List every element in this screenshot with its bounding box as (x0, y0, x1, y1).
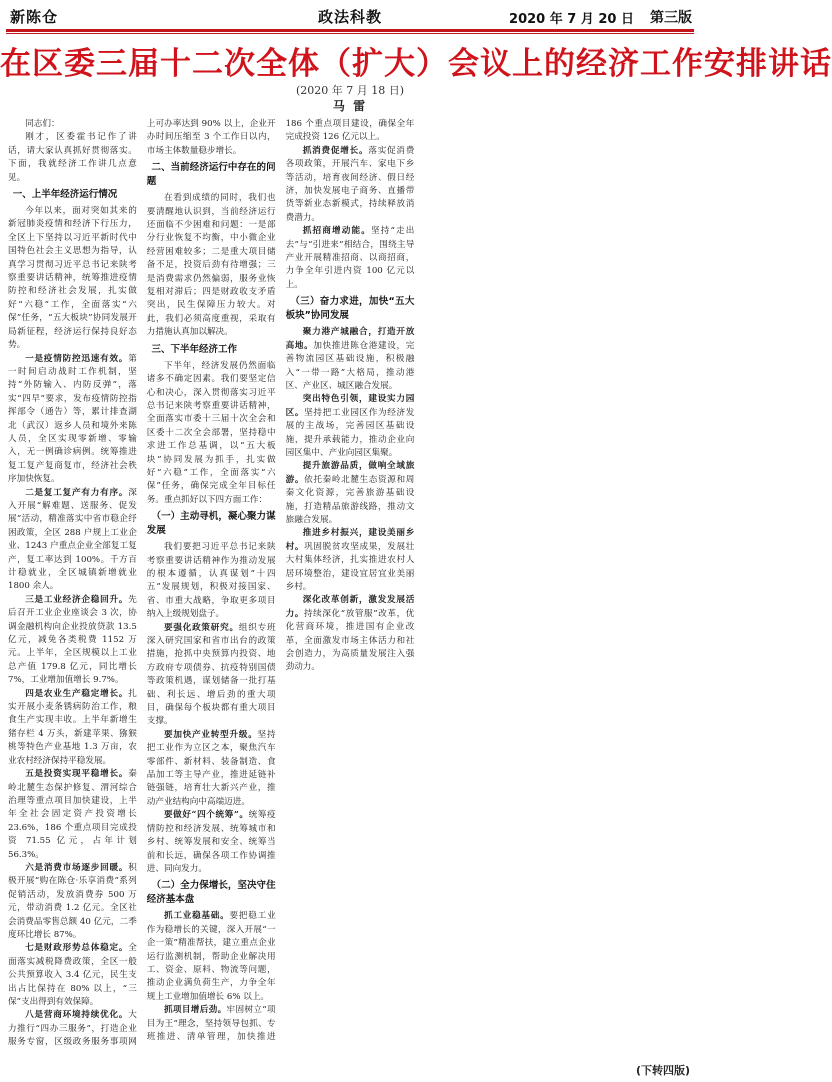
paragraph-text: 下半年，经济发展仍然面临诸多不确定因素。我们要坚定信心和决心，深入贯彻落实习近平总书记来陕考察重要讲话精神，全面落实市委十三届十次全会和区委十二次全会部署，坚持稳中求进工作总基调，以“五大板块”协同发展为抓手，扎实做好“六稳”工作，全面落实“六保”任务，确保完成全年目标任务。重点抓好以下四方面工作： (146, 360, 276, 505)
article-paragraph (286, 594, 415, 674)
paragraph-lead: 三是工业经济企稳回升。 (25, 594, 129, 605)
article-paragraph (286, 225, 415, 292)
paragraph-lead: 要做好“四个统筹”。 (163, 810, 249, 821)
paragraph-text: 组织专班深入研究国家和省市出台的政策措施，抢抓中央预算内投资、地方政府专项债券、抗疫特别国债等政策机遇，谋划储备一批打基础、利长远、增后劲的重大项目，确保每个板块都有重大项目支撑。 (146, 622, 276, 727)
article-paragraph (286, 393, 415, 460)
paragraph-lead: 四是农业生产稳定增长。 (25, 688, 129, 699)
article-paragraph (8, 131, 137, 185)
paragraph-text: 落实促消费各项政策，开展汽车、家电下乡等活动，培育夜间经济、假日经济，加快发展电子商务、直播带货等新业态新模式，持续释放消费潜力。 (285, 145, 415, 223)
masthead-rule-thin (6, 33, 694, 34)
article-paragraph (147, 541, 276, 621)
article-paragraph (8, 688, 137, 768)
article-paragraph (147, 729, 276, 809)
article-paragraph (8, 205, 137, 352)
paragraph-lead: 突出特色引领，建设实力园区。 (285, 394, 415, 418)
paragraph-text: 全面落实减税降费政策，全区一般公共预算收入 3.4 亿元，民生支出占比保持在 80% 以上，“三保”支出得到有效保障。 (8, 943, 137, 1007)
paragraph-lead: 推进乡村振兴，建设美丽乡村。 (285, 528, 415, 552)
paragraph-text: 扎实开展小麦条锈病防治工作，粮食生产实现丰收。上半年新增生猪存栏 4 万头，新建苹果、猕猴桃等特色产业基地 1.3 万亩，农业农村经济保持平稳发展。 (8, 688, 137, 766)
paragraph-text: 坚持把工业园区作为经济发展的主战场，完善园区基础设施，提升承载能力，推动企业向园区集中、产业向园区集聚。 (285, 407, 415, 458)
article-paragraph (286, 527, 415, 594)
article-paragraph (286, 460, 415, 527)
paragraph-text: 我们要把习近平总书记来陕考察重要讲话精神作为推动发展的根本遵循，认真谋划“十四五”发展规划，积极对接国家、省、市重大战略，争取更多项目纳入上级规划盘子。 (146, 542, 276, 620)
issue-date: 2020 年 7 月 20 日 (509, 12, 634, 27)
paragraph-lead: 抓项目增后劲。 (163, 1005, 227, 1016)
page-number: 第三版 (650, 10, 692, 26)
section-name: 政法科教 (317, 8, 382, 26)
continued-note: (下转四版) (635, 1064, 690, 1077)
paragraph-lead: 抓消费促增长。 (302, 145, 369, 156)
paragraph-lead: 八是营商环境持续优化。 (25, 1010, 129, 1021)
paragraph-lead: 抓招商增动能。 (302, 226, 371, 237)
article-dateline: (2020 年 7 月 18 日) (295, 84, 405, 97)
paragraph-text: 先后召开工业企业座谈会 3 次，协调金融机构向企业投放贷款 13.5 亿元，减免各类税费 1152 万元。上半年，全区规模以上工业总产值 179.8 亿元，同比增长 7%，工业增加值增长 9.7%。 (8, 594, 137, 686)
paragraph-lead: 聚力港产城融合，打造开放高地。 (285, 327, 415, 351)
paragraph-text: 牢固树立“项目为王”理念，坚持领导包抓、专班推进、清单管理，加快推进 186 个重点项目建设，确保全年完成投资 126 亿元以上。 (146, 119, 415, 1042)
paragraph-text: 同志们： (25, 119, 60, 129)
masthead-rule-thick (6, 29, 694, 32)
section-heading: 一、上半年经济运行情况 (12, 189, 118, 201)
paragraph-text: 坚持“走出去”与“引进来”相结合，围绕主导产业开展精准招商、以商招商，力争全年引进内资 100 亿元以上。 (285, 226, 415, 290)
article-paragraph (8, 594, 137, 688)
paragraph-text: 统筹疫情防控和经济发展、统筹城市和乡村、统筹发展和安全、统筹当前和长远，确保各项工作协调推进、同向发力。 (146, 810, 276, 874)
article-paragraph (286, 326, 415, 393)
article-paragraph (8, 487, 137, 594)
section-heading: 二、当前经济运行中存在的问题 (146, 162, 276, 188)
paragraph-lead: 深化改革创新，激发发展活力。 (285, 595, 415, 619)
paragraph-text: 要把稳工业作为稳增长的关键，深入开展“一企一策”精准帮扶，建立重点企业运行监测机制，帮助企业解决用工、资金、原料、物流等问题，推动企业满负荷生产，力争全年规上工业增加值增长 6% 以上。 (146, 911, 276, 1002)
paragraph-text: 持续深化“放管服”改革，优化营商环境，推进国有企业改革，全面激发市场主体活力和社会创造力，为高质量发展注入强劲动力。 (285, 608, 415, 673)
paragraph-lead: 六是消费市场逐步回暖。 (25, 862, 129, 873)
section-heading: （三）奋力求进，加快“五大板块”协同发展 (285, 296, 415, 322)
section-heading: （二）全力保增长，坚决守住经济基本盘 (146, 880, 276, 906)
article-paragraph (147, 360, 276, 507)
paragraph-text: 巩固脱贫攻坚成果，发展壮大村集体经济，扎实推进农村人居环境整治，建设宜居宜业美丽乡村。 (285, 541, 415, 592)
paragraph-text: 秦岭北麓生态保护修复、渭河综合治理等重点项目加快建设，上半年全社会固定资产投资增长 23.6%，186 个重点项目完成投资 71.55 亿元，占年计划 56.3%。 (8, 769, 137, 860)
article-headline: 在区委三届十二次全体（扩大）会议上的经济工作安排讲话 (0, 46, 832, 82)
paragraph-text: 大力推行“四办三服务”，打造企业服务专窗，区级政务服务事项网上可办率达到 90% 以上，企业开办时间压缩至 3 个工作日以内，市场主体数量稳步增长。 (8, 119, 276, 1048)
article-author: 马 雷 (332, 99, 368, 113)
newspaper-name: 新陈仓 (10, 8, 59, 26)
paragraph-text: 刚才，区委霍书记作了讲话，请大家认真抓好贯彻落实。下面，我就经济工作讲几点意见。 (8, 132, 137, 183)
paragraph-lead: 七是财政形势总体稳定。 (25, 943, 129, 954)
article-paragraph (147, 910, 276, 1004)
paragraph-lead: 抓工业稳基础。 (163, 911, 230, 922)
paragraph-text: 第一时间启动战时工作机制，坚持“外防输入、内防反弹”，落实“四早”要求，发布疫情防控指挥部令（通告）等，累计排查湖北（武汉）返乡人员和境外来陈人员，全区实现零新增、零输入，无一例确诊病例。统筹推进复工复产复商复市，经济社会秩序加快恢复。 (8, 353, 137, 485)
article-paragraph (147, 622, 276, 729)
article-paragraph (8, 118, 137, 131)
paragraph-lead: 二是复工复产有力有序。 (25, 487, 129, 498)
paragraph-lead: 一是疫情防控迅速有效。 (25, 353, 129, 364)
masthead (0, 0, 700, 30)
article-body (8, 118, 692, 1062)
article-paragraph (147, 809, 276, 876)
section-heading: 三、下半年经济工作 (151, 343, 238, 355)
article-paragraph (286, 145, 415, 225)
article-paragraph (8, 353, 137, 487)
paragraph-text: 今年以来，面对突如其来的新冠肺炎疫情和经济下行压力，全区上下坚持以习近平新时代中国特色社会主义思想为指导，认真学习贯彻习近平总书记来陕考察重要讲话精神，统筹推进疫情防控和经济社会发展，扎实做好“六稳”工作，全面落实“六保”任务，“五大板块”协同发展开局新征程，经济运行保持良好态势。 (8, 206, 137, 351)
article-paragraph (8, 862, 137, 942)
paragraph-text: 在看到成绩的同时，我们也要清醒地认识到，当前经济运行还面临不少困难和问题：一是部分行业恢复不均衡，中小微企业经营困难较多；二是重大项目储备不足，投资后劲有待增强；三是消费需求仍然偏弱，服务业恢复相对滞后；四是财政收支矛盾突出，民生保障压力较大。对此，我们必须高度重视，采取有力措施认真加以解决。 (146, 193, 276, 338)
article-paragraph (147, 192, 276, 339)
paragraph-lead: 提升旅游品质，做响全域旅游。 (285, 461, 415, 485)
paragraph-lead: 要加快产业转型升级。 (163, 729, 258, 740)
paragraph-text: 坚持把工业作为立区之本，聚焦汽车零部件、新材料、装备制造、食品加工等主导产业，推进延链补链强链，培育壮大新兴产业，推动产业结构向中高端迈进。 (146, 729, 276, 807)
section-heading: （一）主动寻机，凝心聚力谋发展 (146, 511, 276, 537)
article-paragraph (8, 942, 137, 1009)
paragraph-text: 深入开展“解难题、送服务、促发展”活动，精准落实中省市稳企纾困政策，全区 288 户规上工业企业、1243 户重点企业全部复工复产，复工率达到 100%。千方百计稳就业，全区城镇新增就业 1800 余人。 (8, 487, 137, 592)
paragraph-text: 依托秦岭北麓生态资源和周秦文化资源，完善旅游基础设施，打造精品旅游线路，推动文旅融合发展。 (285, 474, 415, 525)
paragraph-lead: 五是投资实现平稳增长。 (25, 769, 129, 780)
paragraph-lead: 要强化政策研究。 (163, 622, 239, 633)
paragraph-text: 加快推进陈仓港建设，完善物流园区基础设施，积极融入“一带一路”大格局，推动港区、产业区、城区融合发展。 (285, 340, 415, 391)
paragraph-text: 积极开展“购在陈仓·乐享消费”系列促销活动，发放消费券 500 万元，带动消费 1.2 亿元。全区社会消费品零售总额 40 亿元，二季度环比增长 87%。 (8, 862, 137, 940)
article-paragraph (8, 768, 137, 862)
